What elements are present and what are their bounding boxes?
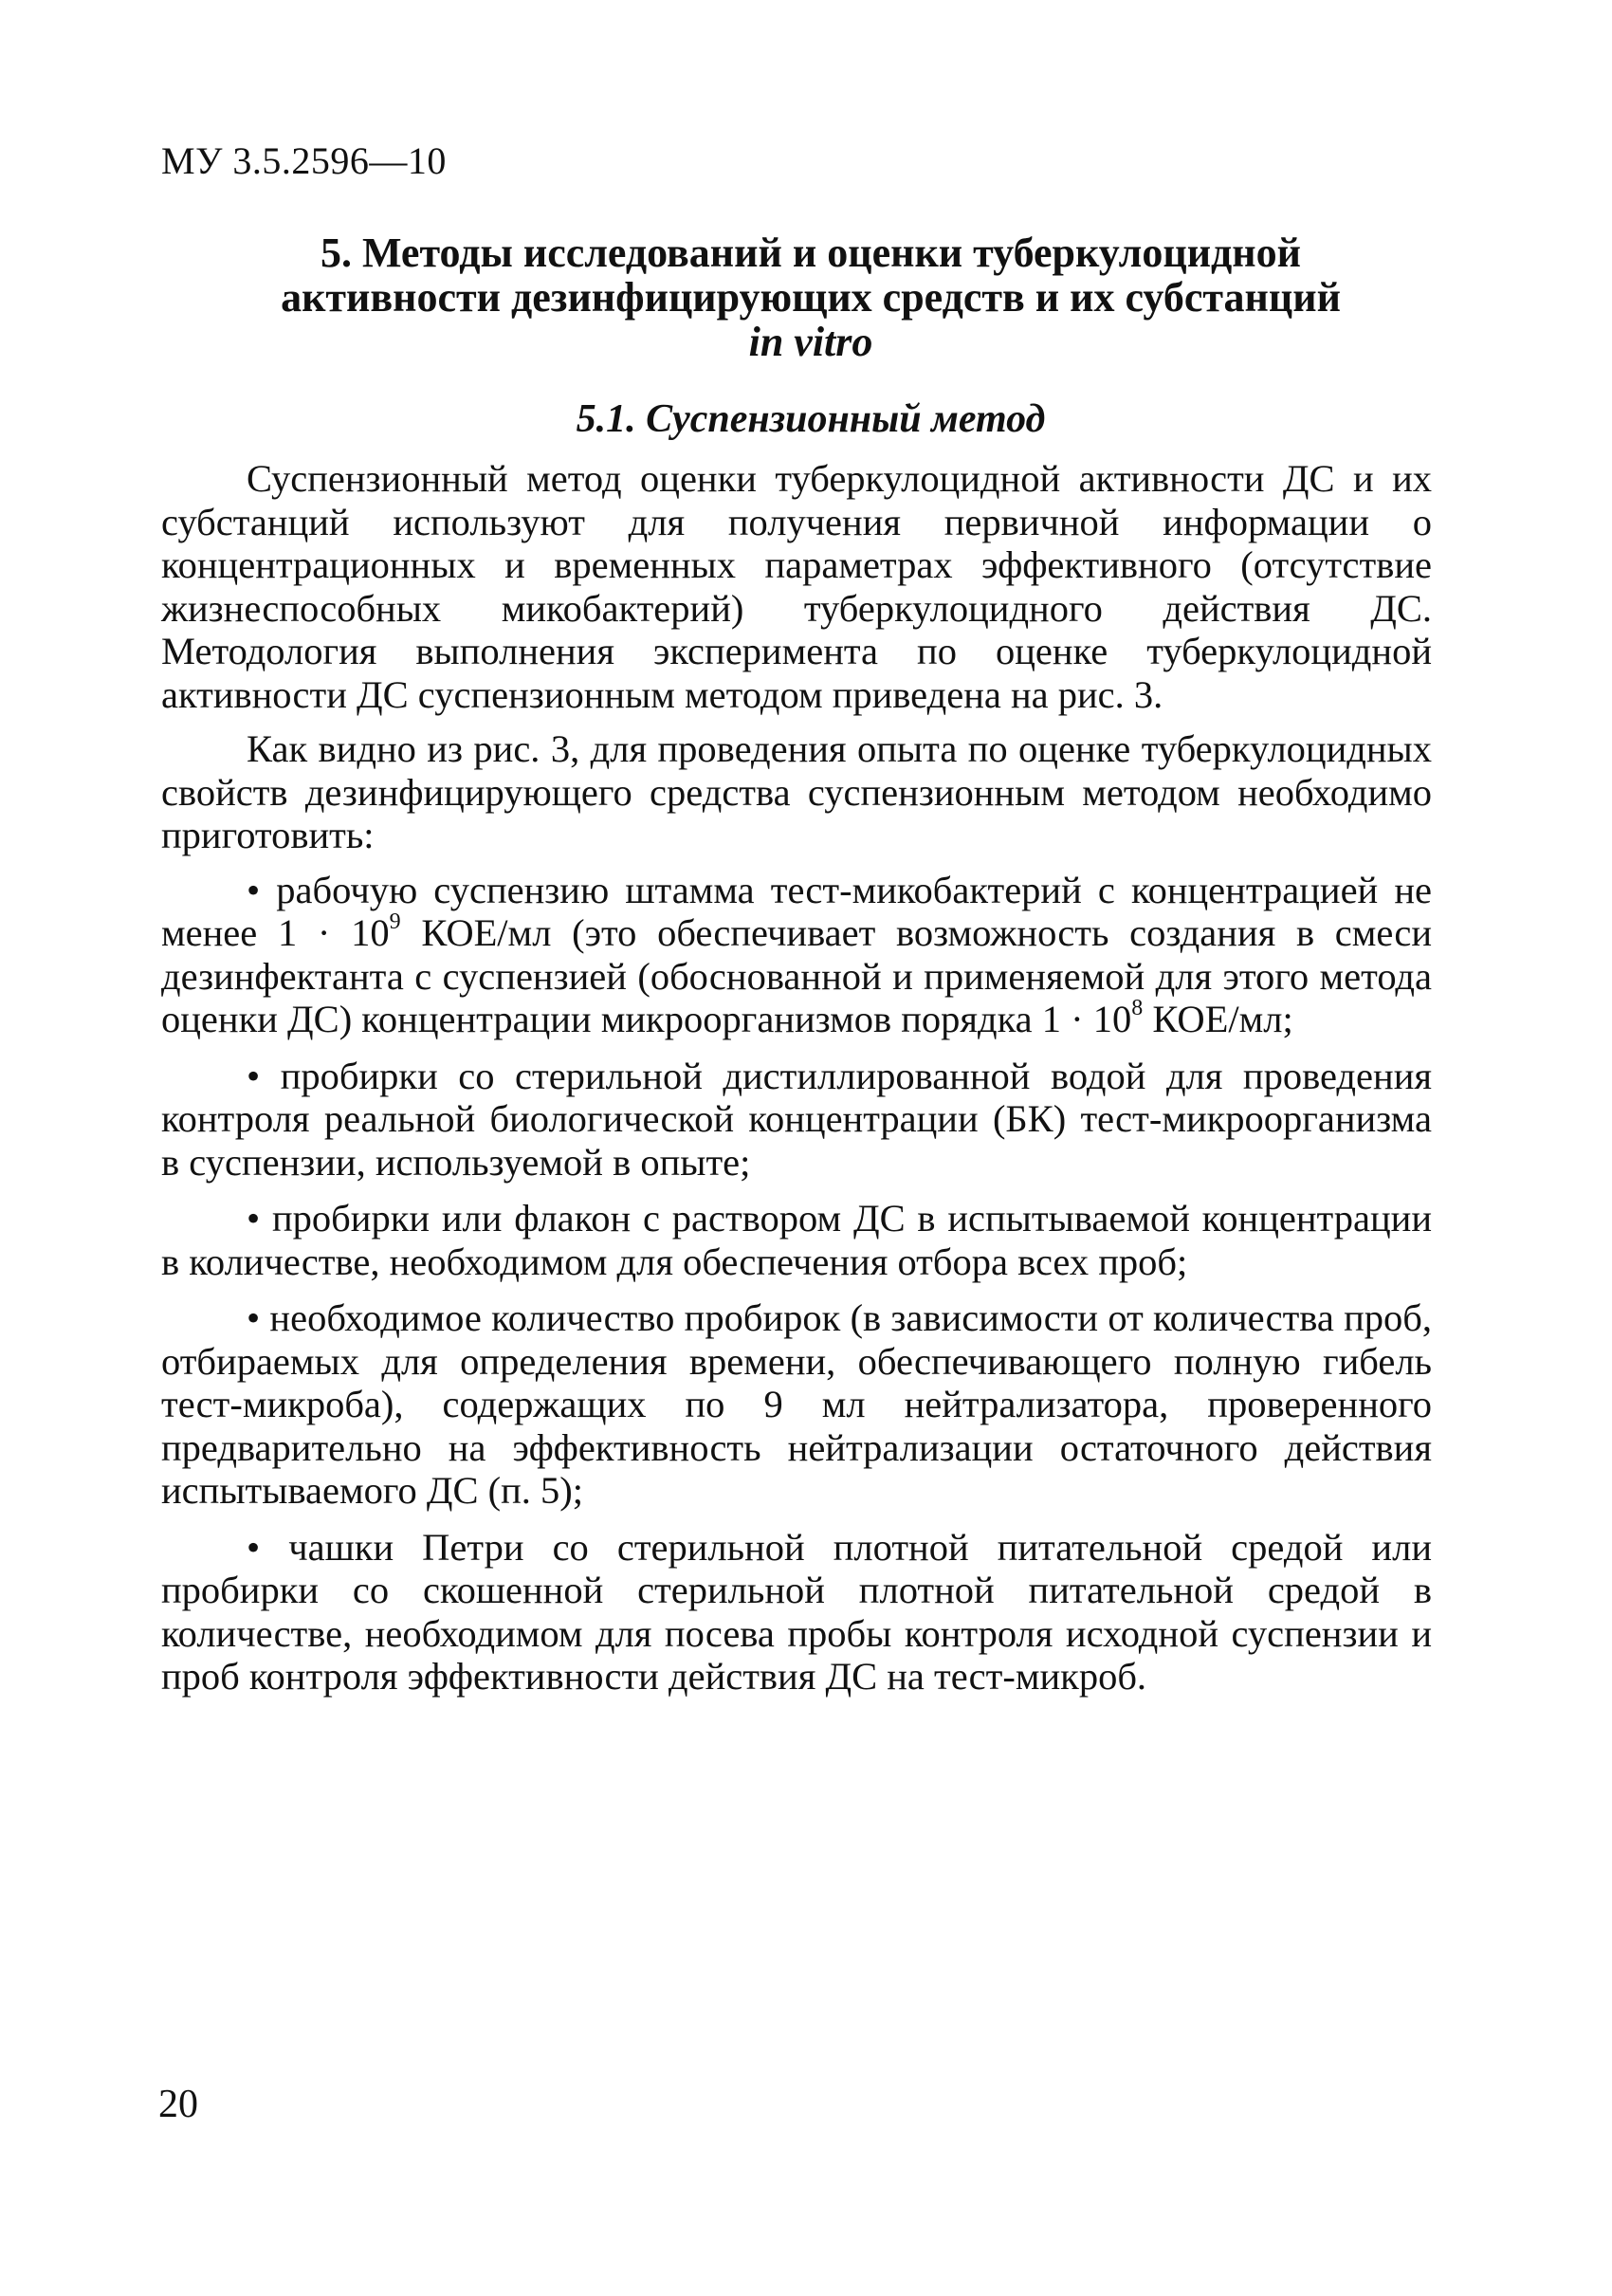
section-heading-line-2: активности дезинфицирующих средств и их субстанций: [281, 274, 1341, 321]
bullet-item-petri-dishes: • чашки Петри со стерильной плотной питательной средой или пробирки со скошенной стерильной плотной питательной средой в количестве, необходимом для посева пробы контроля исходной суспензии и проб контроля эффективности действия ДС на тест-микроб.: [161, 1525, 1432, 1698]
document-code: МУ 3.5.2596—10: [161, 139, 447, 182]
bullet-text: КОЕ/мл (это обеспечивает возможность создания в смеси дезинфектанта с суспензией (обоснованной и применяемой для этого метода оценки ДС) концентрации микроорганизмов порядка 1 · 10: [161, 911, 1433, 1040]
exponent: 8: [1131, 996, 1144, 1020]
section-heading-line-1: 5. Методы исследований и оценки туберкулоцидной: [320, 230, 1302, 276]
body-text: [161, 457, 1432, 1712]
paragraph-preparation: Как видно из рис. 3, для проведения опыта по оценке туберкулоцидных свойств дезинфицирующего средства суспензионным методом необходимо приготовить:: [161, 727, 1432, 856]
bullet-item-neutralizer-tubes: • необходимое количество пробирок (в зависимости от количества проб, отбираемых для определения времени, обеспечивающего полную гибель тест-микроба), содержащих по 9 мл нейтрализатора, проверенного предварительно на эффективность нейтрализации остаточного действия испытываемого ДС (п. 5);: [161, 1296, 1432, 1512]
bullet-text: • рабочую суспензию штамма тест-микобактерий с концентрацией не менее 1 · 10: [161, 868, 1432, 954]
section-heading: [161, 230, 1460, 364]
paragraph-intro: Суспензионный метод оценки туберкулоцидной активности ДС и их субстанций используют для получения первичной информации о концентрационных и временных параметрах эффективного (отсутствие жизнеспособных микобактерий) туберкулоцидного действия ДС. Методология выполнения эксперимента по оценке туберкулоцидной активности ДС суспензионным методом приведена на рис. 3.: [161, 457, 1432, 716]
bullet-text: КОЕ/мл;: [1143, 998, 1293, 1040]
exponent: 9: [389, 909, 401, 934]
page-number: 20: [158, 2083, 198, 2126]
bullet-item-ds-solution: • пробирки или флакон с раствором ДС в испытываемой концентрации в количестве, необходимом для обеспечения отбора всех проб;: [161, 1197, 1432, 1283]
bullet-item-distilled-water-tubes: • пробирки со стерильной дистиллированной водой для проведения контроля реальной биологической концентрации (БК) тест-микроорганизма в суспензии, используемой в опыте;: [161, 1054, 1432, 1184]
bullet-item-working-suspension: [161, 869, 1432, 1041]
subsection-heading: 5.1. Суспензионный метод: [576, 397, 1046, 441]
section-heading-in-vitro: in vitro: [748, 319, 873, 365]
